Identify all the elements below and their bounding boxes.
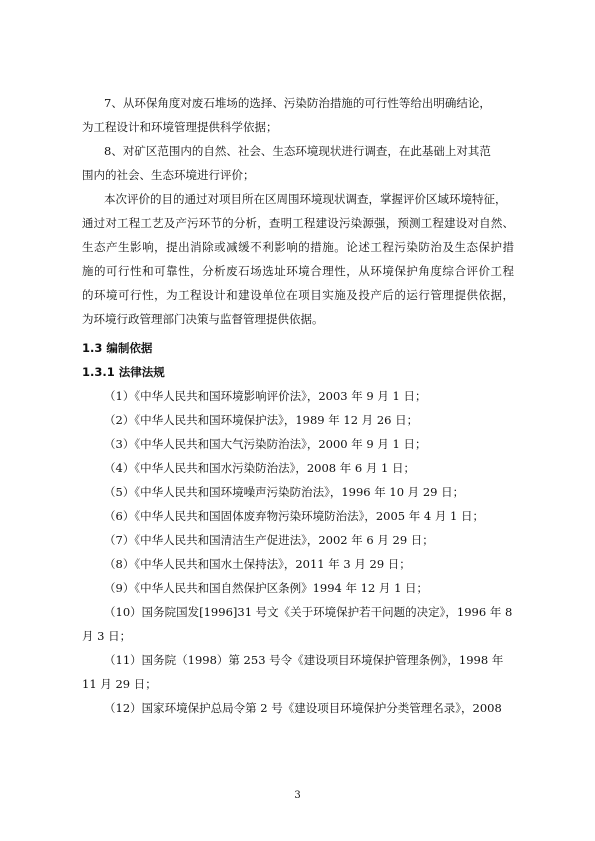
purpose-line3: 生态产生影响，提出消除或减缓不利影响的措施。论述工程污染防治及生态保护措	[82, 240, 514, 254]
law-item-10-line1: （10）国务院国发[1996]31 号文《关于环境保护若干问题的决定》，1996 年 8	[104, 605, 513, 619]
law-item-4: （4）《中华人民共和国水污染防治法》，2008 年 6 月 1 日；	[104, 461, 415, 475]
para7-line1: 7、从环保角度对废石堆场的选择、污染防治措施的可行性等给出明确结论，	[104, 96, 491, 110]
purpose-line6: 为环境行政管理部门决策与监督管理提供依据。	[82, 312, 324, 326]
law-item-8: （8）《中华人民共和国水土保持法》，2011 年 3 月 29 日；	[104, 557, 411, 571]
law-item-3: （3）《中华人民共和国大气污染防治法》，2000 年 9 月 1 日；	[104, 437, 427, 451]
purpose-line5: 的环境可行性，为工程设计和建设单位在项目实施及投产后的运行管理提供依据，	[82, 288, 514, 302]
law-item-2: （2）《中华人民共和国环境保护法》，1989 年 12 月 26 日；	[104, 413, 419, 427]
purpose-line1: 本次评价的目的通过对项目所在区周围环境现状调查，掌握评价区域环境特征，	[104, 192, 507, 206]
purpose-line2: 通过对工程工艺及产污环节的分析，查明工程建设污染源强，预测工程建设对自然、	[82, 216, 514, 230]
law-item-10-line2: 月 3 日；	[82, 629, 132, 643]
law-item-11-line2: 11 月 29 日；	[82, 677, 157, 691]
para8-line2: 围内的社会、生态环境进行评价；	[82, 168, 255, 182]
page-number: 3	[294, 790, 301, 801]
law-item-5: （5）《中华人民共和国环境噪声污染防治法》，1996 年 10 月 29 日；	[104, 485, 465, 499]
law-item-9: （9）《中华人民共和国自然保护区条例》1994 年 12 月 1 日；	[104, 581, 429, 595]
law-item-12-line1: （12）国家环境保护总局令第 2 号《建设项目环境保护分类管理名录》，2008	[104, 701, 502, 715]
para8-line1: 8、对矿区范围内的自然、社会、生态环境现状进行调查，在此基础上对其范	[104, 144, 491, 158]
subsection-heading: 1.3.1 法律法规	[82, 365, 165, 379]
purpose-line4: 施的可行性和可靠性，分析废石场选址环境合理性，从环境保护角度综合评价工程	[82, 264, 514, 278]
para7-line2: 为工程设计和环境管理提供科学依据；	[82, 120, 278, 134]
law-item-1: （1）《中华人民共和国环境影响评价法》，2003 年 9 月 1 日；	[104, 389, 427, 403]
law-item-6: （6）《中华人民共和国固体废弃物污染环境防治法》，2005 年 4 月 1 日；	[104, 509, 484, 523]
law-item-7: （7）《中华人民共和国清洁生产促进法》，2002 年 6 月 29 日；	[104, 533, 434, 547]
law-item-11-line1: （11）国务院（1998）第 253 号令《建设项目环境保护管理条例》，1998 年	[104, 653, 504, 667]
section-heading: 1.3 编制依据	[82, 341, 153, 355]
